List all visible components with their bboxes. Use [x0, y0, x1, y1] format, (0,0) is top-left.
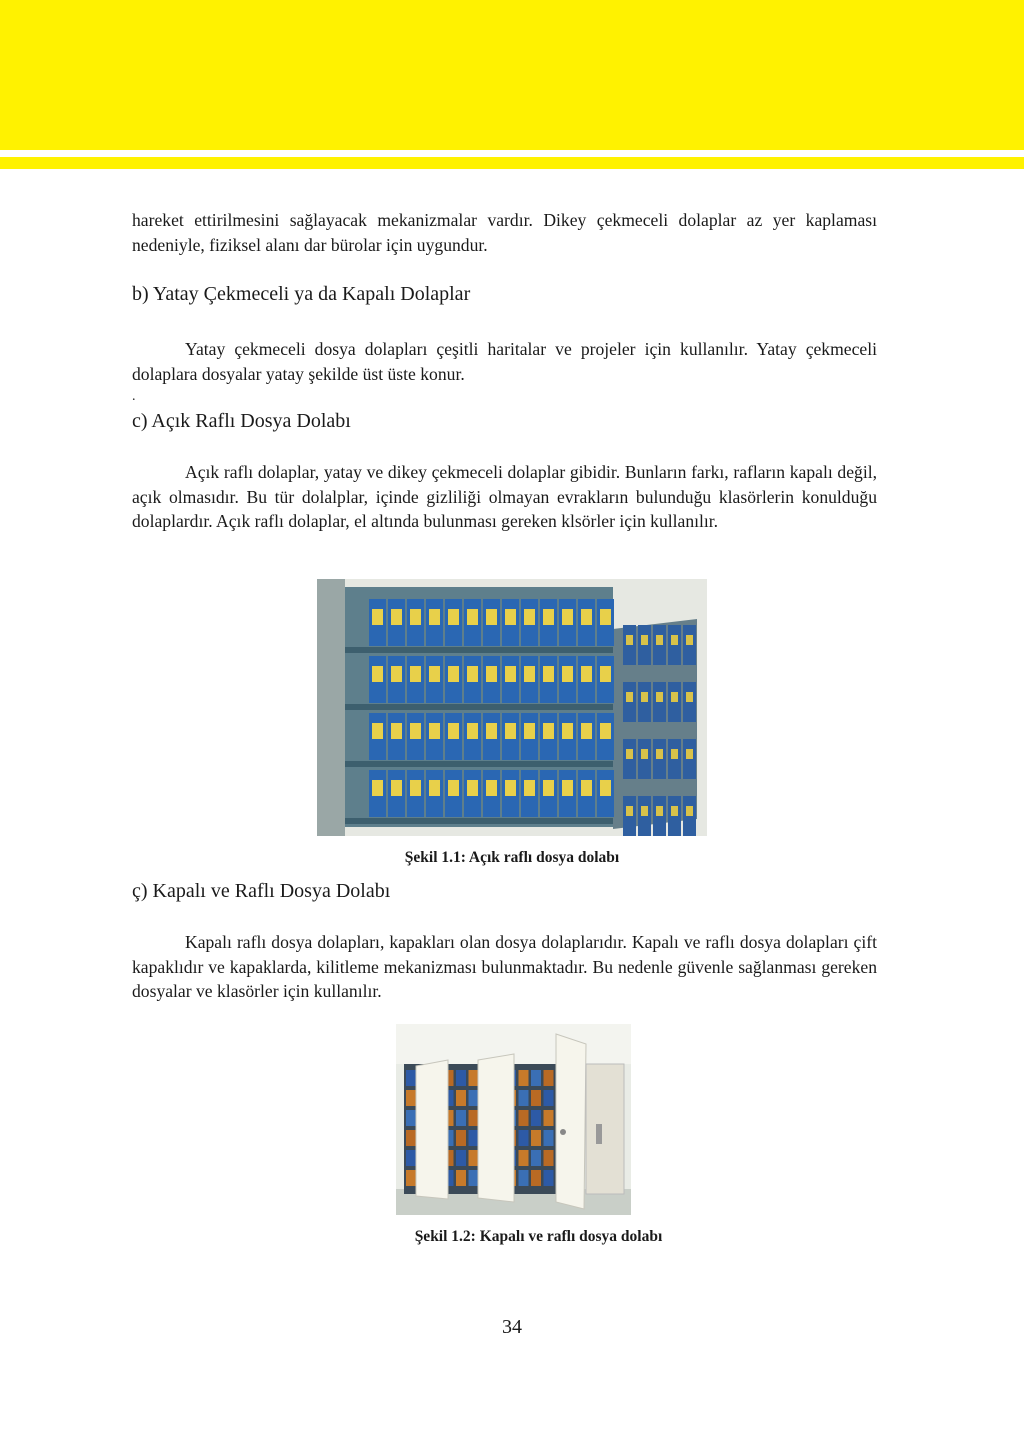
paragraph-b: Yatay çekmeceli dosya dolapları çeşitli haritalar ve projeler için kullanılır. Yatay çekmeceli dolaplara dosyalar yatay şekilde üst üste konur. — [132, 339, 877, 384]
heading-b: b) Yatay Çekmeceli ya da Kapalı Dolaplar — [132, 283, 471, 305]
heading-cc: ç) Kapalı ve Raflı Dosya Dolabı — [132, 880, 391, 902]
header-yellow-band — [0, 0, 1024, 150]
figure-open-shelf-cabinet — [317, 579, 707, 836]
stray-dot: . — [132, 389, 136, 404]
paragraph-cc: Kapalı raflı dosya dolapları, kapakları olan dosya dolaplarıdır. Kapalı ve raflı dosya dolapları çift kapaklıdır ve kapaklarda, kilitleme mekanizması bulunmaktadır. Bu nedenle güvenle sağlanması gereken dosyalar ve klasörler için kullanılır. — [132, 932, 877, 1001]
caption-figure-2: Şekil 1.2: Kapalı ve raflı dosya dolabı — [414, 1228, 663, 1245]
paragraph-c: Açık raflı dolaplar, yatay ve dikey çekmeceli dolaplar gibidir. Bunların farkı, rafların kapalı değil, açık olmasıdır. Bu tür dolalplar, içinde gizliliği olmayan evrakların bulunduğu klasörlerin konulduğu dolaplardır. Açık raflı dolaplar, el altında bulunması gereken klsörler için kullanılır. — [132, 462, 877, 531]
header-yellow-stripe — [0, 157, 1024, 169]
caption-figure-1: Şekil 1.1: Açık raflı dosya dolabı — [404, 849, 620, 866]
heading-c: c) Açık Raflı Dosya Dolabı — [132, 410, 351, 432]
figure-closed-shelf-cabinet — [396, 1024, 631, 1215]
page-number: 34 — [502, 1316, 522, 1338]
paragraph-intro: hareket ettirilmesini sağlayacak mekanizmalar vardır. Dikey çekmeceli dolaplar az yer kaplaması nedeniyle, fiziksel alanı dar bürolar için uygundur. — [132, 210, 877, 255]
